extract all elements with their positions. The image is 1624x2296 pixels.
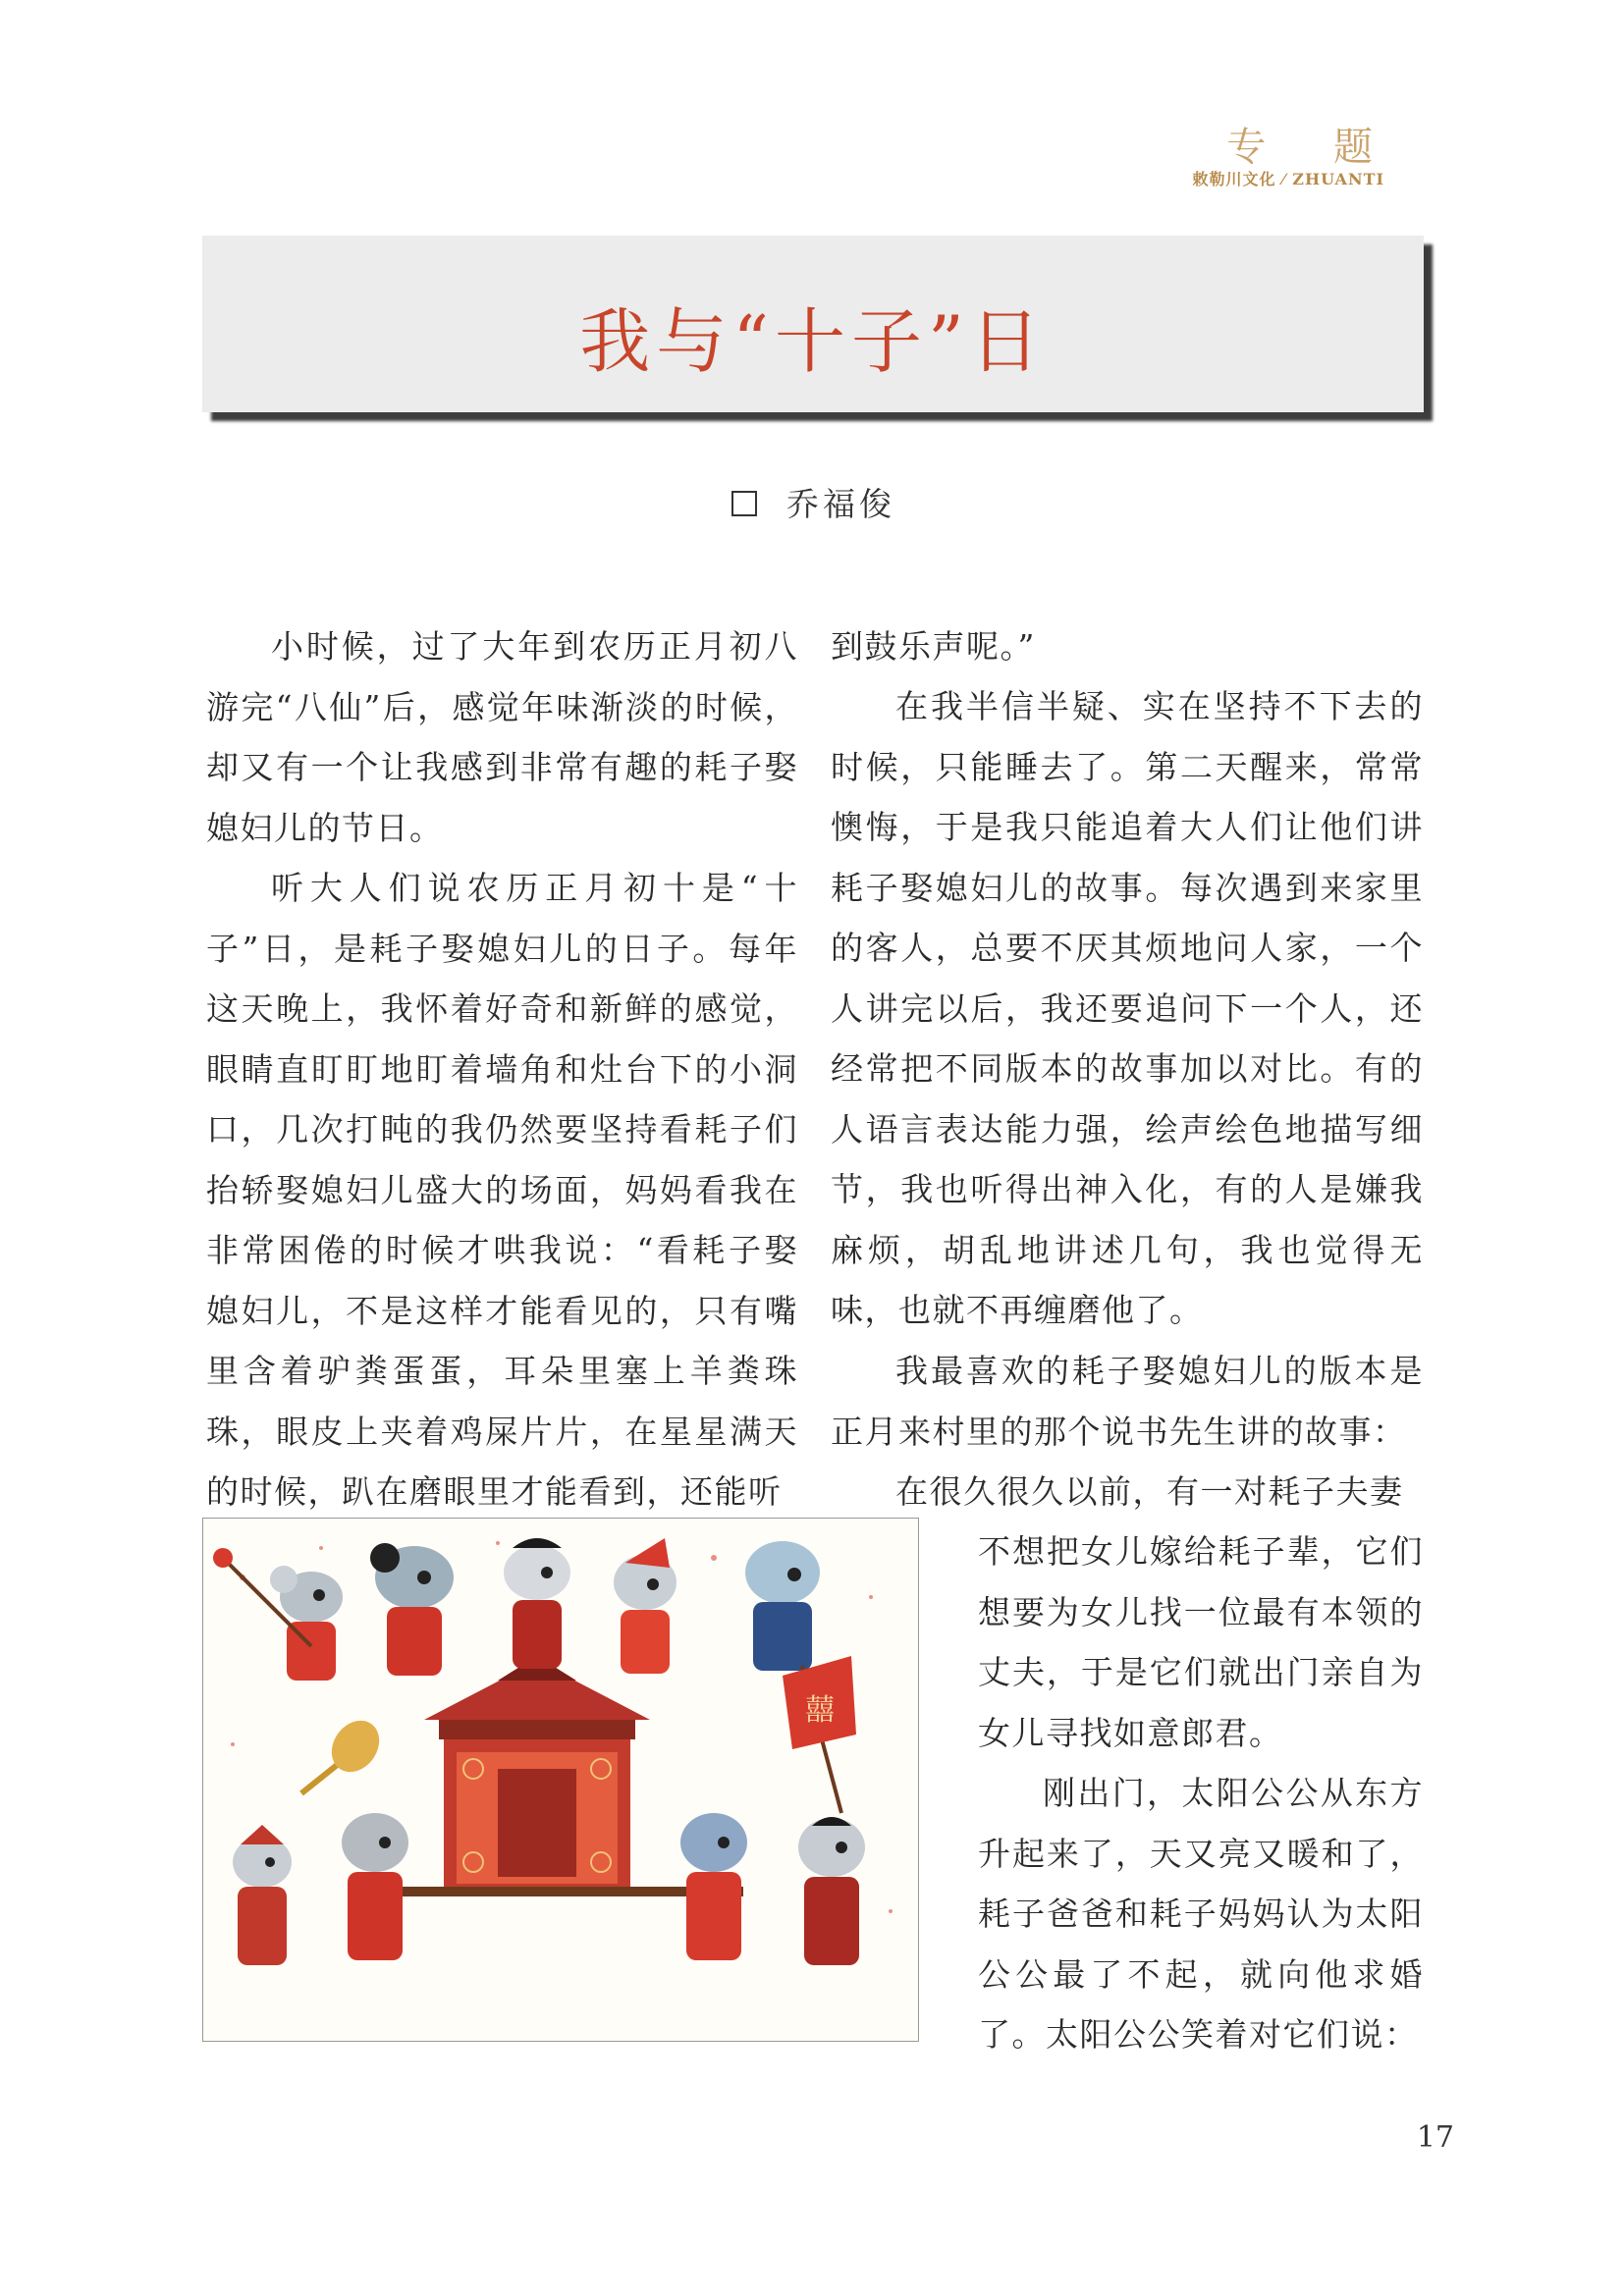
author-name: 乔福俊: [786, 485, 895, 523]
banner-char: 囍: [805, 1693, 835, 1728]
paragraph: 在很久很久以前，有一对耗子夫妻: [895, 1472, 1404, 1511]
paragraph: 到鼓乐声呢。”: [831, 627, 1036, 666]
paragraph: 我最喜欢的耗子娶媳妇儿的版本是正月来村里的那个说书先生讲的故事：: [831, 1352, 1424, 1451]
paragraph: 不想把女儿嫁给耗子辈，它们想要为女儿找一位最有本领的丈夫，于是它们就出门亲自为女儿寻找如意郎君。: [978, 1532, 1424, 1752]
horn: [301, 1711, 389, 1793]
double-happiness-banner: [783, 1656, 856, 1813]
title-banner: [202, 236, 1424, 412]
article-title: 我与“十子”日: [579, 300, 1047, 383]
sedan-chair: [351, 1656, 743, 1896]
paragraph: 刚出门，太阳公公从东方升起来了，天又亮又暖和了，耗子爸爸和耗子妈妈认为太阳公公最了不起，就向他求婚了。太阳公公笑着对它们说：: [978, 1774, 1424, 2054]
section-title: 专 题: [1226, 125, 1400, 170]
byline: [731, 479, 895, 525]
mouse-wedding-illustration: [202, 1518, 919, 2042]
page-number: 17: [1416, 2120, 1454, 2155]
square-icon: [731, 491, 757, 516]
paragraph: 小时候，过了大年到农历正月初八游完“八仙”后，感觉年味渐淡的时候，却又有一个让我感到非常有趣的耗子娶媳妇儿的节日。: [206, 627, 798, 847]
paragraph: 听大人们说农历正月初十是“十子”日，是耗子娶媳妇儿的日子。每年这天晚上，我怀着好奇和新鲜的感觉，眼睛直盯盯地盯着墙角和灶台下的小洞口，几次打盹的我仍然要坚持看耗子们抬轿娶媳妇儿盛大的场面，妈妈看我在非常困倦的时候才哄我说：“看耗子娶媳妇儿，不是这样才能看见的，只有嘴里含着驴粪蛋蛋，耳朵里塞上羊粪珠珠，眼皮上夹着鸡屎片片，在星星满天的时候，趴在磨眼里才能看到，还能听: [206, 869, 798, 1511]
paragraph: 在我半信半疑、实在坚持不下去的时候，只能睡去了。第二天醒来，常常懊悔，于是我只能追着大人们让他们讲耗子娶媳妇儿的故事。每次遇到来家里的客人，总要不厌其烦地问人家，一个人讲完以后，我还要追问下一个人，还经常把不同版本的故事加以对比。有的人语言表达能力强，绘声绘色地描写细节，我也听得出神入化，有的人是嫌我麻烦，胡乱地讲述几句，我也觉得无味，也就不再缠磨他了。: [831, 687, 1424, 1329]
illustration-art: [203, 1519, 918, 2041]
section-subtitle: 敕勒川文化 ⁄ ZHUANTI: [1192, 170, 1384, 188]
